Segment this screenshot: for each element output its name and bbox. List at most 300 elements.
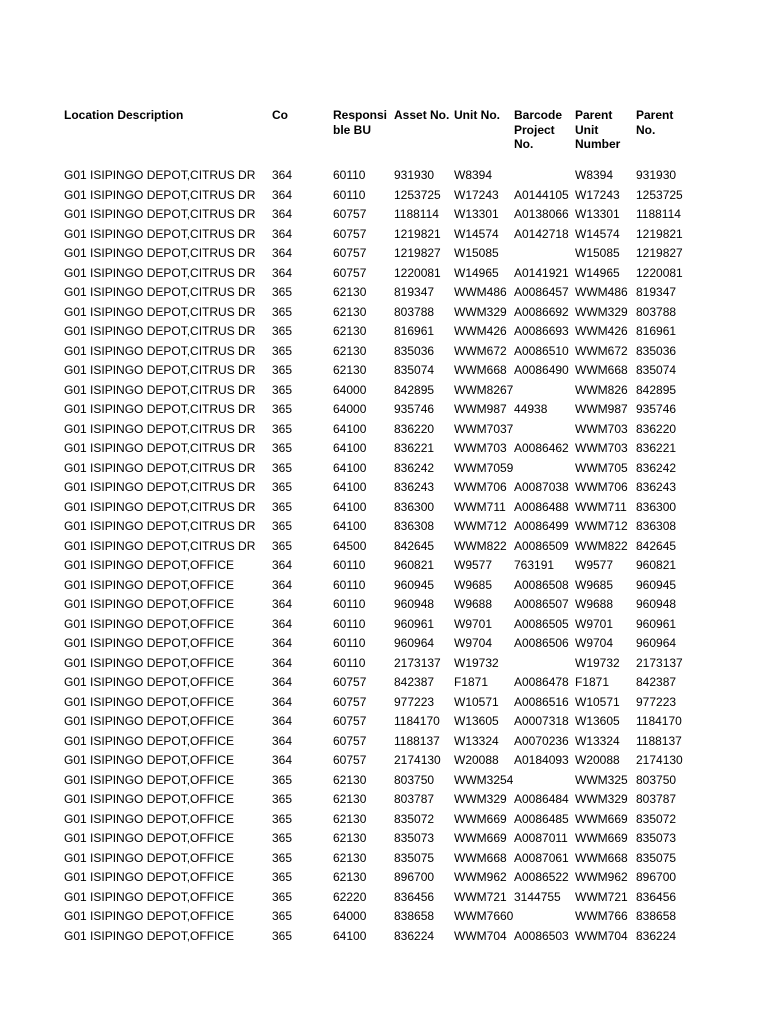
cell-location-description: G01 ISIPINGO DEPOT,CITRUS DR [64, 460, 256, 475]
cell-parent-no: 2173137 [636, 655, 683, 670]
cell-parent-no: 819347 [636, 285, 677, 299]
cell-parent-no: 842645 [636, 538, 677, 553]
cell-location-description: G01 ISIPINGO DEPOT,OFFICE [64, 792, 235, 806]
table-row [64, 634, 697, 654]
table-row [64, 186, 697, 206]
cell-responsible-bu: 60110 [333, 636, 366, 650]
cell-unit-no: W13324 [454, 733, 499, 748]
cell-asset-no: 816961 [394, 324, 435, 338]
cell-co: 364 [272, 577, 293, 592]
cell-asset-no: 960945 [394, 577, 435, 592]
cell-asset-no: 835036 [394, 343, 435, 358]
table-row [64, 420, 697, 440]
cell-asset-no: 803787 [394, 792, 435, 806]
header-parent-no: Parent No. [636, 108, 674, 137]
cell-unit-no: WWM987 [454, 402, 507, 416]
cell-unit-no: WWM669 [454, 831, 507, 845]
cell-barcode-project-no: 44938 [514, 402, 548, 416]
cell-co: 364 [272, 226, 293, 241]
cell-unit-no: W9577 [454, 558, 493, 572]
cell-location-description: G01 ISIPINGO DEPOT,OFFICE [64, 909, 235, 923]
cell-asset-no: 819347 [394, 285, 435, 299]
cell-barcode-project-no: A0086488 [514, 499, 569, 514]
cell-barcode-project-no: A0086692 [514, 304, 569, 319]
cell-unit-no: WWM721 [454, 889, 507, 904]
cell-asset-no: 803788 [394, 304, 435, 319]
cell-barcode-project-no: A0086508 [514, 577, 569, 592]
cell-responsible-bu: 60757 [333, 246, 367, 260]
cell-parent-unit-number: WWM706 [575, 480, 628, 494]
cell-responsible-bu: 60110 [333, 558, 366, 572]
table-row [64, 693, 697, 713]
cell-unit-no: WWM7037 [454, 421, 514, 436]
table-row [64, 654, 697, 674]
table-row [64, 439, 697, 459]
cell-barcode-project-no [514, 420, 575, 440]
cell-unit-no: W9685 [454, 577, 493, 592]
cell-responsible-bu: 62220 [333, 889, 367, 904]
cell-parent-no: 803788 [636, 304, 677, 319]
cell-parent-unit-number: WWM329 [575, 792, 628, 806]
cell-parent-no: 836300 [636, 499, 677, 514]
table-row [64, 264, 697, 284]
cell-location-description: G01 ISIPINGO DEPOT,CITRUS DR [64, 441, 256, 455]
cell-asset-no: 896700 [394, 870, 435, 884]
cell-parent-no: 1188137 [636, 733, 682, 748]
cell-barcode-project-no: A0086693 [514, 324, 569, 338]
cell-asset-no: 836220 [394, 421, 435, 436]
cell-barcode-project-no [514, 907, 575, 927]
cell-responsible-bu: 60110 [333, 655, 366, 670]
cell-unit-no: WWM703 [454, 441, 507, 455]
cell-location-description: G01 ISIPINGO DEPOT,CITRUS DR [64, 265, 256, 280]
cell-unit-no: WWM822 [454, 538, 507, 553]
cell-parent-no: 835075 [636, 850, 677, 865]
cell-responsible-bu: 60110 [333, 168, 366, 182]
cell-co: 365 [272, 480, 293, 494]
cell-asset-no: 1188114 [394, 207, 439, 221]
cell-barcode-project-no [514, 654, 575, 674]
cell-location-description: G01 ISIPINGO DEPOT,CITRUS DR [64, 402, 256, 416]
cell-parent-unit-number: W13605 [575, 714, 620, 728]
table-row [64, 790, 697, 810]
cell-responsible-bu: 62130 [333, 304, 367, 319]
cell-parent-no: 896700 [636, 870, 677, 884]
cell-parent-no: 960964 [636, 636, 677, 650]
cell-parent-unit-number: WWM962 [575, 870, 628, 884]
cell-parent-unit-number: WWM826 [575, 382, 628, 397]
cell-unit-no: WWM329 [454, 792, 507, 806]
cell-barcode-project-no: A0141921 [514, 265, 569, 280]
cell-responsible-bu: 60757 [333, 753, 367, 767]
cell-responsible-bu: 62130 [333, 324, 367, 338]
header-location-description: Location Description [64, 108, 184, 122]
cell-parent-unit-number: WWM668 [575, 850, 628, 865]
table-row [64, 907, 697, 927]
cell-asset-no: 836300 [394, 499, 435, 514]
table-row [64, 888, 697, 908]
cell-parent-no: 836308 [636, 519, 677, 533]
cell-location-description: G01 ISIPINGO DEPOT,OFFICE [64, 733, 235, 748]
cell-barcode-project-no: 763191 [514, 558, 555, 572]
cell-asset-no: 842645 [394, 538, 435, 553]
cell-asset-no: 2173137 [394, 655, 441, 670]
cell-responsible-bu: 64100 [333, 421, 367, 436]
cell-responsible-bu: 60110 [333, 187, 366, 202]
table-row [64, 498, 697, 518]
cell-responsible-bu: 60757 [333, 207, 367, 221]
cell-unit-no: W17243 [454, 187, 499, 202]
cell-barcode-project-no: A0086516 [514, 694, 569, 709]
table-row [64, 205, 697, 225]
cell-parent-unit-number: WWM486 [575, 285, 628, 299]
cell-unit-no: WWM712 [454, 519, 507, 533]
cell-asset-no: 1184170 [394, 714, 440, 728]
table-row [64, 244, 697, 264]
cell-parent-no: 836243 [636, 480, 677, 494]
table-row [64, 576, 697, 596]
cell-barcode-project-no: A0070236 [514, 733, 569, 748]
cell-parent-unit-number: WWM721 [575, 889, 628, 904]
cell-barcode-project-no: A0086505 [514, 616, 569, 631]
cell-unit-no: W8394 [454, 168, 493, 182]
cell-barcode-project-no: A0086478 [514, 675, 569, 689]
cell-parent-no: 842895 [636, 382, 677, 397]
table-row [64, 732, 697, 752]
cell-parent-unit-number: WWM766 [575, 909, 628, 923]
cell-parent-no: 836220 [636, 421, 677, 436]
table-row [64, 556, 697, 576]
cell-asset-no: 2174130 [394, 753, 441, 767]
cell-co: 364 [272, 246, 293, 260]
cell-co: 365 [272, 304, 293, 319]
cell-unit-no: F1871 [454, 675, 489, 689]
cell-parent-no: 835072 [636, 811, 677, 826]
cell-barcode-project-no: A0086522 [514, 870, 569, 884]
table-body [64, 166, 697, 946]
cell-co: 365 [272, 441, 293, 455]
cell-location-description: G01 ISIPINGO DEPOT,OFFICE [64, 675, 235, 689]
cell-asset-no: 835072 [394, 811, 435, 826]
table-row [64, 771, 697, 791]
cell-parent-unit-number: WWM822 [575, 538, 628, 553]
cell-unit-no: WWM486 [454, 285, 507, 299]
cell-parent-unit-number: WWM668 [575, 363, 628, 377]
cell-responsible-bu: 64000 [333, 382, 367, 397]
table-row [64, 615, 697, 635]
cell-parent-unit-number: WWM669 [575, 811, 628, 826]
cell-parent-no: 838658 [636, 909, 677, 923]
cell-barcode-project-no: A0138066 [514, 207, 569, 221]
cell-co: 365 [272, 324, 293, 338]
cell-location-description: G01 ISIPINGO DEPOT,OFFICE [64, 811, 235, 826]
cell-co: 365 [272, 889, 293, 904]
cell-unit-no: WWM668 [454, 850, 507, 865]
cell-location-description: G01 ISIPINGO DEPOT,OFFICE [64, 636, 235, 650]
cell-location-description: G01 ISIPINGO DEPOT,OFFICE [64, 616, 235, 631]
cell-co: 365 [272, 850, 293, 865]
table-row [64, 829, 697, 849]
cell-parent-unit-number: WWM672 [575, 343, 628, 358]
cell-parent-no: 1220081 [636, 265, 683, 280]
cell-unit-no: W19732 [454, 655, 499, 670]
cell-co: 365 [272, 831, 293, 845]
cell-parent-no: 836242 [636, 460, 677, 475]
cell-responsible-bu: 60110 [333, 597, 366, 611]
cell-responsible-bu: 64100 [333, 519, 367, 533]
cell-asset-no: 836456 [394, 889, 435, 904]
cell-asset-no: 960821 [394, 558, 435, 572]
cell-asset-no: 836308 [394, 519, 435, 533]
cell-asset-no: 838658 [394, 909, 435, 923]
cell-location-description: G01 ISIPINGO DEPOT,OFFICE [64, 889, 235, 904]
cell-asset-no: 960964 [394, 636, 435, 650]
cell-parent-unit-number: W17243 [575, 187, 620, 202]
cell-asset-no: 842387 [394, 675, 435, 689]
table-row [64, 478, 697, 498]
cell-co: 365 [272, 402, 293, 416]
table-row [64, 517, 697, 537]
cell-parent-no: 960948 [636, 597, 677, 611]
cell-parent-no: 835073 [636, 831, 677, 845]
cell-co: 365 [272, 870, 293, 884]
cell-unit-no: W10571 [454, 694, 499, 709]
cell-parent-no: 1219827 [636, 246, 683, 260]
cell-barcode-project-no: A0086462 [514, 441, 569, 455]
cell-unit-no: W13301 [454, 207, 499, 221]
cell-co: 365 [272, 811, 293, 826]
cell-responsible-bu: 64100 [333, 460, 367, 475]
cell-unit-no: W20088 [454, 753, 499, 767]
cell-co: 365 [272, 343, 293, 358]
cell-responsible-bu: 64000 [333, 402, 367, 416]
cell-parent-unit-number: W13301 [575, 207, 620, 221]
cell-unit-no: W14965 [454, 265, 499, 280]
cell-location-description: G01 ISIPINGO DEPOT,CITRUS DR [64, 285, 256, 299]
cell-parent-unit-number: W8394 [575, 168, 614, 182]
cell-parent-no: 816961 [636, 324, 677, 338]
cell-location-description: G01 ISIPINGO DEPOT,CITRUS DR [64, 187, 256, 202]
cell-co: 365 [272, 499, 293, 514]
cell-asset-no: 836224 [394, 928, 435, 943]
asset-table [64, 108, 697, 946]
cell-barcode-project-no: A0184093 [514, 753, 569, 767]
cell-location-description: G01 ISIPINGO DEPOT,OFFICE [64, 597, 235, 611]
cell-location-description: G01 ISIPINGO DEPOT,OFFICE [64, 577, 235, 592]
cell-barcode-project-no: 3144755 [514, 889, 561, 904]
table-row [64, 751, 697, 771]
cell-location-description: G01 ISIPINGO DEPOT,CITRUS DR [64, 499, 256, 514]
cell-asset-no: 803750 [394, 772, 435, 787]
cell-barcode-project-no: A0086484 [514, 792, 569, 806]
cell-asset-no: 1188137 [394, 733, 440, 748]
table-row [64, 868, 697, 888]
cell-unit-no: WWM7660 [454, 909, 514, 923]
cell-parent-unit-number: WWM426 [575, 324, 628, 338]
cell-co: 365 [272, 460, 293, 475]
cell-location-description: G01 ISIPINGO DEPOT,OFFICE [64, 714, 235, 728]
header-co: Co [272, 108, 288, 122]
cell-parent-no: 935746 [636, 402, 677, 416]
cell-barcode-project-no: A0086485 [514, 811, 569, 826]
cell-responsible-bu: 62130 [333, 831, 367, 845]
table-row [64, 459, 697, 479]
cell-parent-no: 977223 [636, 694, 677, 709]
cell-asset-no: 931930 [394, 168, 435, 182]
cell-location-description: G01 ISIPINGO DEPOT,OFFICE [64, 772, 235, 787]
cell-location-description: G01 ISIPINGO DEPOT,OFFICE [64, 870, 235, 884]
cell-co: 365 [272, 421, 293, 436]
cell-asset-no: 835074 [394, 363, 435, 377]
cell-parent-unit-number: W20088 [575, 753, 620, 767]
cell-unit-no: W15085 [454, 246, 499, 260]
cell-co: 365 [272, 363, 293, 377]
cell-barcode-project-no: A0142718 [514, 226, 569, 241]
cell-unit-no: WWM329 [454, 304, 507, 319]
cell-unit-no: WWM962 [454, 870, 507, 884]
cell-co: 364 [272, 753, 293, 767]
cell-asset-no: 835075 [394, 850, 435, 865]
cell-unit-no: W9701 [454, 616, 493, 631]
cell-responsible-bu: 60757 [333, 714, 367, 728]
cell-parent-unit-number: WWM703 [575, 421, 628, 436]
cell-responsible-bu: 60757 [333, 694, 367, 709]
cell-parent-no: 842387 [636, 675, 677, 689]
cell-co: 364 [272, 655, 293, 670]
cell-barcode-project-no: A0144105 [514, 187, 569, 202]
cell-responsible-bu: 62130 [333, 772, 367, 787]
cell-parent-unit-number: WWM711 [575, 499, 627, 514]
cell-responsible-bu: 60757 [333, 675, 367, 689]
cell-parent-no: 836456 [636, 889, 677, 904]
table-row [64, 595, 697, 615]
cell-location-description: G01 ISIPINGO DEPOT,OFFICE [64, 655, 235, 670]
header-barcode-project-no: Barcode Project No. [514, 108, 563, 151]
cell-parent-unit-number: WWM703 [575, 441, 628, 455]
cell-location-description: G01 ISIPINGO DEPOT,OFFICE [64, 850, 235, 865]
cell-asset-no: 836221 [394, 441, 435, 455]
cell-barcode-project-no: A0086503 [514, 928, 569, 943]
cell-unit-no: W9688 [454, 597, 493, 611]
cell-unit-no: W13605 [454, 714, 499, 728]
cell-parent-no: 2174130 [636, 753, 683, 767]
cell-location-description: G01 ISIPINGO DEPOT,CITRUS DR [64, 168, 256, 182]
table-row [64, 400, 697, 420]
cell-parent-unit-number: WWM705 [575, 460, 628, 475]
cell-parent-unit-number: W14574 [575, 226, 620, 241]
cell-asset-no: 1220081 [394, 265, 441, 280]
cell-location-description: G01 ISIPINGO DEPOT,CITRUS DR [64, 246, 256, 260]
cell-co: 365 [272, 519, 293, 533]
table-row [64, 712, 697, 732]
cell-responsible-bu: 62130 [333, 811, 367, 826]
cell-location-description: G01 ISIPINGO DEPOT,CITRUS DR [64, 304, 256, 319]
cell-parent-unit-number: WWM325 [575, 772, 628, 787]
cell-co: 364 [272, 675, 293, 689]
cell-responsible-bu: 64100 [333, 480, 367, 494]
cell-responsible-bu: 64100 [333, 441, 367, 455]
cell-asset-no: 960961 [394, 616, 435, 631]
cell-responsible-bu: 60757 [333, 226, 367, 241]
cell-parent-unit-number: W9701 [575, 616, 614, 631]
cell-parent-no: 835036 [636, 343, 677, 358]
cell-asset-no: 960948 [394, 597, 435, 611]
cell-responsible-bu: 64100 [333, 928, 367, 943]
cell-co: 364 [272, 558, 293, 572]
cell-location-description: G01 ISIPINGO DEPOT,CITRUS DR [64, 538, 256, 553]
table-row [64, 537, 697, 557]
cell-parent-unit-number: W14965 [575, 265, 620, 280]
cell-co: 365 [272, 928, 293, 943]
table-row [64, 381, 697, 401]
cell-responsible-bu: 60110 [333, 577, 366, 592]
cell-asset-no: 836242 [394, 460, 435, 475]
cell-parent-no: 1253725 [636, 187, 683, 202]
cell-co: 364 [272, 733, 293, 748]
cell-parent-unit-number: W9577 [575, 558, 614, 572]
cell-co: 364 [272, 207, 293, 221]
cell-barcode-project-no [514, 771, 575, 791]
cell-barcode-project-no: A0007318 [514, 714, 569, 728]
cell-asset-no: 842895 [394, 382, 435, 397]
table-row [64, 303, 697, 323]
cell-responsible-bu: 64100 [333, 499, 367, 514]
cell-location-description: G01 ISIPINGO DEPOT,OFFICE [64, 753, 235, 767]
cell-unit-no: WWM3254 [454, 772, 514, 787]
header-asset-no: Asset No. [394, 108, 450, 122]
cell-parent-unit-number: WWM712 [575, 519, 628, 533]
cell-barcode-project-no: A0086499 [514, 519, 569, 533]
cell-location-description: G01 ISIPINGO DEPOT,CITRUS DR [64, 421, 256, 436]
cell-co: 364 [272, 265, 293, 280]
cell-location-description: G01 ISIPINGO DEPOT,CITRUS DR [64, 343, 256, 358]
spreadsheet-page [64, 108, 697, 946]
cell-unit-no: W9704 [454, 636, 493, 650]
table-row [64, 342, 697, 362]
cell-co: 364 [272, 597, 293, 611]
cell-asset-no: 1219821 [394, 226, 441, 241]
cell-responsible-bu: 60110 [333, 616, 366, 631]
cell-parent-no: 960821 [636, 558, 677, 572]
cell-responsible-bu: 64500 [333, 538, 367, 553]
cell-co: 365 [272, 772, 293, 787]
table-row [64, 849, 697, 869]
cell-parent-no: 960961 [636, 616, 677, 631]
cell-co: 364 [272, 616, 293, 631]
cell-parent-unit-number: WWM704 [575, 928, 628, 943]
cell-unit-no: WWM668 [454, 363, 507, 377]
table-header-row [64, 108, 697, 166]
cell-asset-no: 977223 [394, 694, 435, 709]
cell-asset-no: 1219827 [394, 246, 441, 260]
cell-location-description: G01 ISIPINGO DEPOT,CITRUS DR [64, 207, 256, 221]
cell-parent-unit-number: W10571 [575, 694, 620, 709]
cell-unit-no: W14574 [454, 226, 499, 241]
cell-unit-no: WWM672 [454, 343, 507, 358]
cell-parent-no: 1188114 [636, 207, 681, 221]
table-row [64, 283, 697, 303]
cell-co: 364 [272, 694, 293, 709]
table-row [64, 927, 697, 947]
cell-barcode-project-no [514, 459, 575, 479]
cell-unit-no: WWM706 [454, 480, 507, 494]
cell-parent-unit-number: F1871 [575, 675, 610, 689]
cell-barcode-project-no [514, 381, 575, 401]
cell-responsible-bu: 62130 [333, 363, 367, 377]
table-row [64, 810, 697, 830]
cell-asset-no: 935746 [394, 402, 435, 416]
cell-responsible-bu: 62130 [333, 870, 367, 884]
